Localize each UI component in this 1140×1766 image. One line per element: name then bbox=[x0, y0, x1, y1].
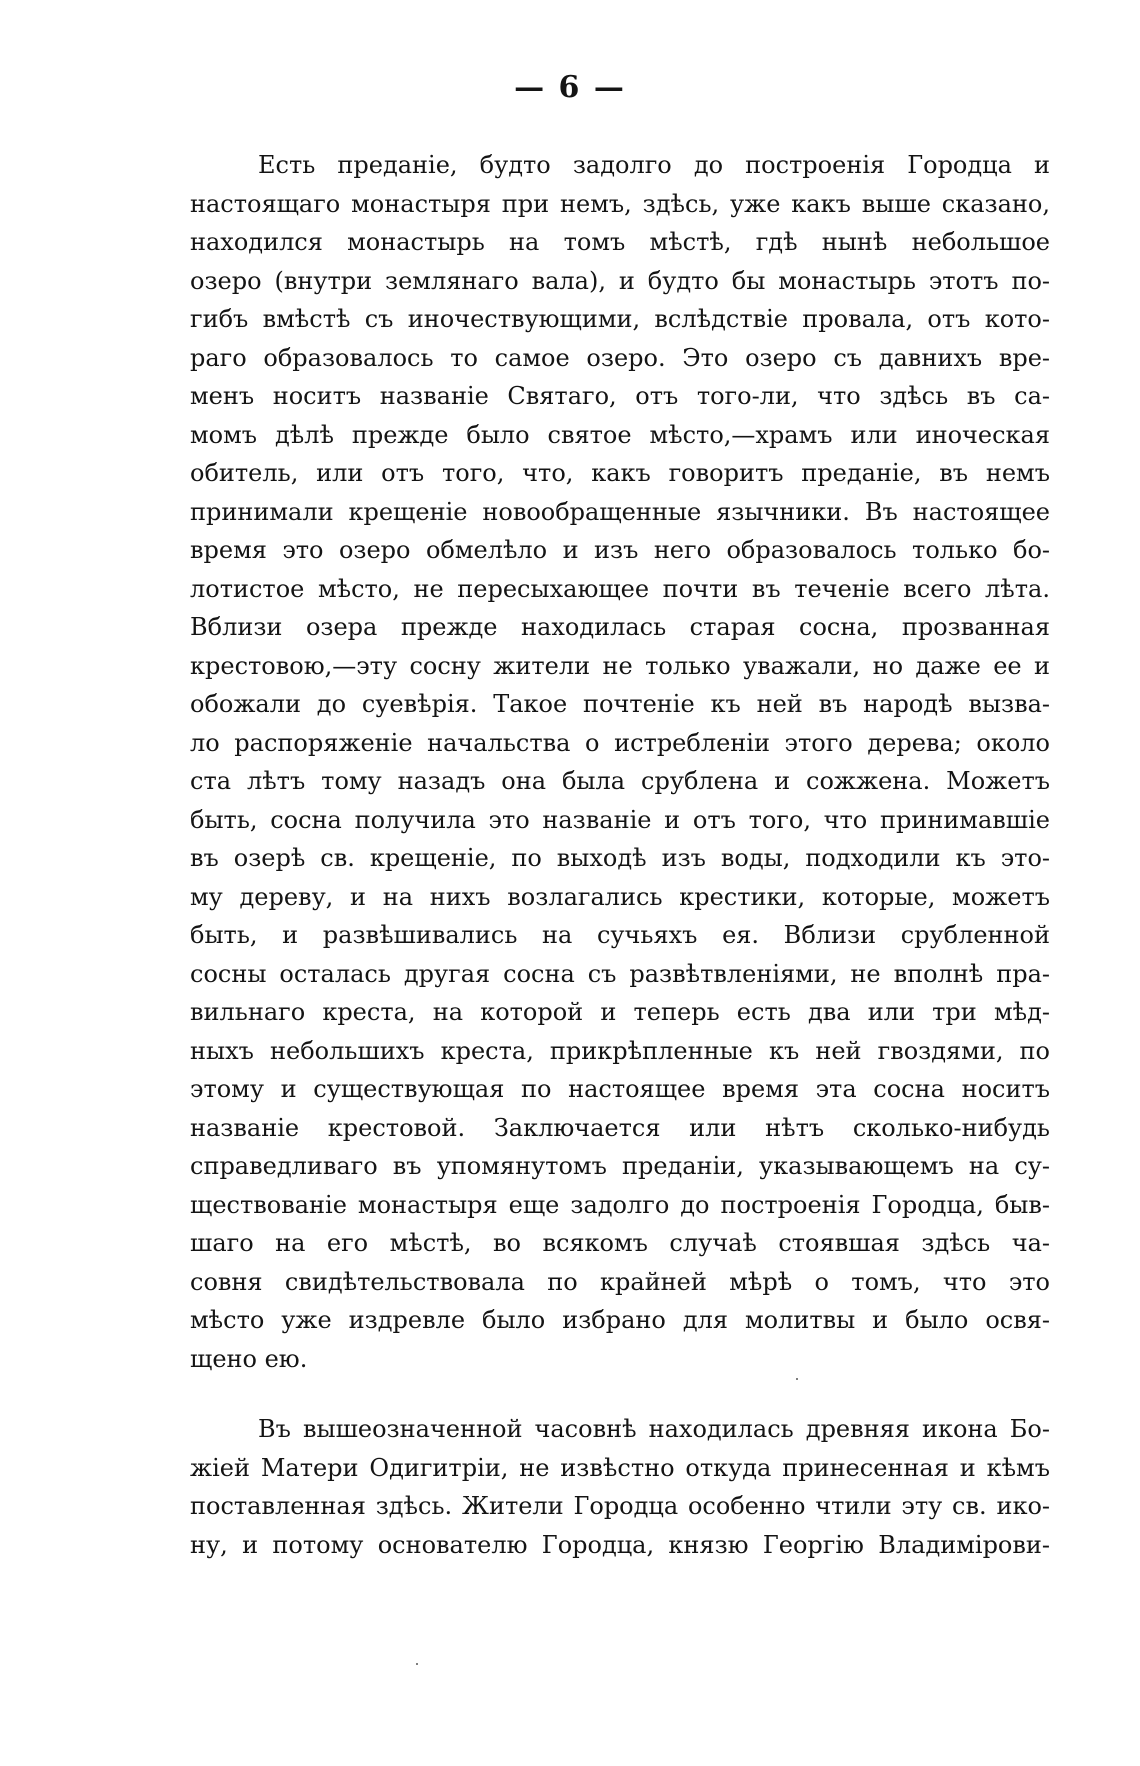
print-speck bbox=[416, 1663, 418, 1665]
text-line: лотистое мѣсто, не пересыхающее почти въ теченіе всего лѣта. bbox=[190, 574, 1050, 603]
text-line: му дереву, и на нихъ возлагались крестики, которые, можетъ bbox=[190, 882, 1050, 911]
text-line: Вблизи озера прежде находилась старая сосна, прозванная bbox=[190, 613, 1050, 641]
text-line: менъ носитъ названіе Святаго, отъ того-ли, что здѣсь въ са- bbox=[190, 382, 1050, 410]
text-line: Есть преданіе, будто задолго до построенія Городца и bbox=[258, 151, 1050, 179]
text-line: поставленная здѣсь. Жители Городца особенно чтили эту св. ико- bbox=[190, 1492, 1050, 1520]
text-line: принимали крещеніе новообращенные язычники. Въ настоящее bbox=[190, 497, 1050, 526]
text-line: сосны осталась другая сосна съ развѣтвленіями, не вполнѣ пра- bbox=[190, 959, 1050, 988]
text-line: совня свидѣтельствовала по крайней мѣрѣ о томъ, что это bbox=[190, 1267, 1050, 1296]
text-line: справедливаго въ упомянутомъ преданіи, указывающемъ на су- bbox=[190, 1152, 1050, 1180]
text-line: ста лѣтъ тому назадъ она была срублена и сожжена. Можетъ bbox=[190, 767, 1050, 795]
text-line: обитель, или отъ того, что, какъ говоритъ преданіе, въ немъ bbox=[190, 459, 1050, 487]
paragraph-1 bbox=[190, 146, 1050, 1378]
text-line: быть, сосна получила это названіе и отъ того, что принимавшіе bbox=[190, 805, 1050, 834]
text-line: жіей Матери Одигитріи, не извѣстно откуда принесенная и кѣмъ bbox=[190, 1453, 1050, 1482]
text-line: гибъ вмѣстѣ съ иночествующими, вслѣдствіе провала, отъ кото- bbox=[190, 305, 1050, 333]
text-line: Въ вышеозначенной часовнѣ находилась древняя икона Бо- bbox=[258, 1415, 1050, 1443]
text-line: шаго на его мѣстѣ, во всякомъ случаѣ стоявшая здѣсь ча- bbox=[190, 1229, 1050, 1257]
text-line: ныхъ небольшихъ креста, прикрѣпленные къ ней гвоздями, по bbox=[190, 1036, 1050, 1065]
text-line: время это озеро обмелѣло и изъ него образовалось только бо- bbox=[190, 536, 1050, 564]
text-line: быть, и развѣшивались на сучьяхъ ея. Вблизи срубленной bbox=[190, 921, 1050, 949]
print-speck bbox=[796, 1378, 798, 1380]
text-line: ло распоряженіе начальства о истребленіи этого дерева; около bbox=[190, 728, 1050, 757]
text-line: вильнаго креста, на которой и теперь есть два или три мѣд- bbox=[190, 998, 1050, 1026]
paragraph-2 bbox=[190, 1410, 1050, 1564]
text-line: этому и существующая по настоящее время эта сосна носитъ bbox=[190, 1075, 1050, 1103]
text-line: крестовою,—эту сосну жители не только уважали, но даже ее и bbox=[190, 651, 1050, 680]
text-line: обожали до суевѣрія. Такое почтеніе къ ней въ народѣ вызва- bbox=[190, 690, 1050, 718]
text-line: ну, и потому основателю Городца, князю Георгію Владимірови- bbox=[190, 1530, 1050, 1559]
text-line: находился монастырь на томъ мѣстѣ, гдѣ нынѣ небольшое bbox=[190, 228, 1050, 256]
text-line: озеро (внутри землянаго вала), и будто бы монастырь этотъ по- bbox=[190, 266, 1050, 295]
text-line: въ озерѣ св. крещеніе, по выходѣ изъ воды, подходили къ это- bbox=[190, 844, 1050, 872]
text-line: настоящаго монастыря при немъ, здѣсь, уже какъ выше сказано, bbox=[190, 189, 1050, 218]
text-line: раго образовалось то самое озеро. Это озеро съ давнихъ вре- bbox=[190, 343, 1050, 372]
text-line: щено ею. bbox=[190, 1344, 308, 1373]
text-line: ществованіе монастыря еще задолго до построенія Городца, быв- bbox=[190, 1190, 1050, 1219]
text-line: названіе крестовой. Заключается или нѣтъ сколько-нибудь bbox=[190, 1113, 1050, 1142]
text-line: момъ дѣлѣ прежде было святое мѣсто,—храмъ или иноческая bbox=[190, 420, 1050, 449]
text-line: мѣсто уже издревле было избрано для молитвы и было освя- bbox=[190, 1306, 1050, 1334]
page-number-header: — 6 — bbox=[514, 70, 626, 105]
